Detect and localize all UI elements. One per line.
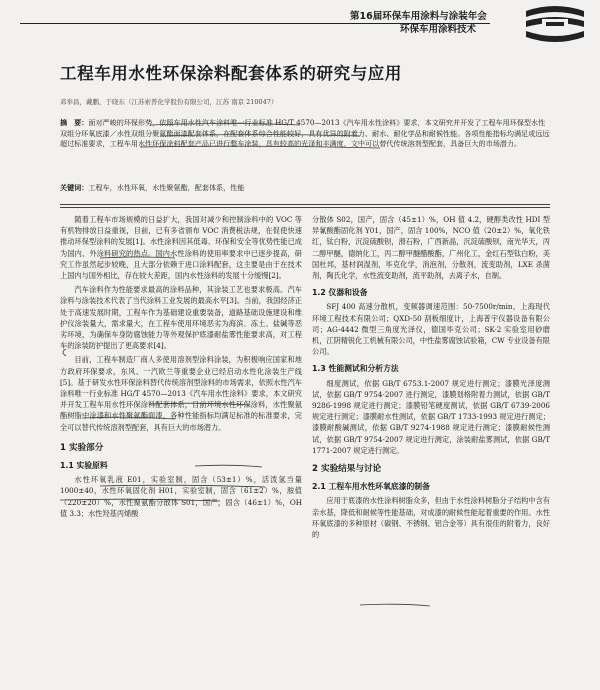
pen-underline: [360, 604, 430, 606]
subsection-heading-1-2: 1.2 仪器和设备: [312, 288, 368, 298]
keywords-label: 关键词：: [60, 183, 89, 192]
section-heading-1: 1 实验部分: [60, 442, 104, 453]
abstract-text: 面对严峻的环保形势，依照车用水性汽车涂料唯一行业标准 HG/T 4570—2013《汽车用水性涂料》要求，本文研究并开发了工程车用环保型水性双组分环氧底漆／水性双组分聚氨酯面漆配套体系，在配套体系综合性能较好，具有优异的附着力、耐水、耐化学品和耐候性能。各项性能指标均满足或远远超过标准要求，工程车用水性环保涂料配套产品已进行整车涂装，具有较高的光泽和丰满度，文中可以替代传统溶剂型配套，具备巨大的市场潜力。: [60, 118, 550, 149]
intro-paragraph-3: 目前，工程车制造厂商人多使用溶剂型涂料涂装，为积极响应国家和地方政府环保要求，东风、一汽欧兰等重要企业已经启动水性化涂装生产线[5]。基于研发水性环保涂料替代传统溶剂型涂料的市场需求，依照水性汽车涂料唯一行业标准 HG/T 4570—2013《汽车用水性涂料》要求，本文研究并开发工程车用水性环保涂料配套体系，目前环境水性环保涂料，水性聚氨酯树脂中涂漆和水性聚氨酯面漆，各种性能指标均满足标准的标准要求，完全可以替代传统溶剂型配套，具有巨大的市场潜力。: [60, 355, 302, 432]
section-tag: 环保车用涂料技术: [400, 24, 477, 35]
subsection-heading-2-1: 2.1 工程车用水性环氧底漆的制备: [312, 482, 430, 492]
paper-title: 工程车用水性环保涂料配套体系的研究与应用: [60, 64, 402, 83]
pen-bracket: [63, 349, 66, 356]
conference-title: 第16届环保车用涂料与涂装年会: [350, 11, 487, 22]
primer-paragraph: 应用于底漆的水性涂料树脂众多，但由于水性涂料树脂分子结构中含有亲水基，降低和耐候等性能基础，对成漆的耐候性能起着重要的作用。水性环氧底漆的多种原材（碳钢、不锈钢、铝合金等）具有很佳的附着力，良好的: [312, 496, 550, 540]
test-methods-paragraph: 细度测试，依据 GB/T 6753.1-2007 规定进行测定；漆膜光泽度测试，依据 GB/T 9754-2007 进行测定，漆膜划格附着力测试，依据 GB/T 9286-1998 规定进行测定；漆膜铅笔硬度测试，依据 GB/T 6739-2006 规定进行测定；漆膜耐水性测试，依据 GB/T 1733-1993 规定进行测定；漆膜耐酸碱测试，依据 GB/T 9274-1988 规定进行测定；漆膜耐候性测试，依据 GB/T 9754-2007 规定进行测定，涂装耐盐雾测试，依据 GB/T 1771-2007 规定进行测定。: [312, 378, 550, 455]
pen-underline: [195, 465, 262, 467]
intro-paragraph-2: 汽车涂料作为性能要求最高的涂料品种，其涂装工艺也要求极高。汽车涂料与涂装技术代表了当代涂料工业发展的最高水平[3]。当前，我国经济正处于高速发展时期，工程车作为基础建设重要装备，道路基础设施建设和维护仪涂装量大，需求量大，在工程车使用环境恶劣为海滨、冻土、盐碱等恶劣环境，为确保车身防腐蚀能力等外观保护底漆耐盐雾性能要求高，对工程车的涂装防护提出了更高要求[4]。: [60, 285, 302, 351]
paper-authors: 邓举昌，戴鹏，于晓东（江苏索普化学股份有限公司，江苏 南京 210047）: [60, 98, 278, 106]
pen-underline: [160, 135, 360, 137]
subsection-heading-1-1: 1.1 实验原料: [60, 461, 108, 471]
pen-underline: [150, 124, 300, 126]
subsection-heading-1-3: 1.3 性能测试和分析方法: [312, 364, 399, 374]
intro-paragraph-1: 随着工程车市场规模的日益扩大，我国对减少和控制涂料中的 VOC 等有机物排放日益重视，目前，已有多省颁布 VOC 消费税法规，在促使快速推动环保型涂料的发展[1]。水性涂料因其低毒、环保和安全等优势性能已成为国内、外涂料研究的热点。国内水性涂料的使用率要求中已逐步提高，研究工作虽然起步较晚，且大部分依赖于进口涂料配套，这主要是由于在技术上国内与国外相比，存在较大差距，国内水性涂料的发展十分缓慢[2]。: [60, 215, 302, 281]
section-heading-2: 2 实验结果与讨论: [312, 464, 382, 475]
keywords-text: 工程车，水性环氧，水性聚氨酯，配套体系，性能: [88, 183, 245, 192]
materials-continued: 分散体 S02，国产，固含（45±1）%，OH 值 4.2，硬醇类改性 HDI 型异氰酸酯固化剂 Y01，国产，固含 100%，NCO 值（20±2）%，氧化铁红，钛白粉，沉淀硫酸钡，滑石粉，广西新晶，沉淀硫酸钡，南光华天，丙二醇甲醚，德纳化工，丙二醇甲醚醋酸酯，广州化工，金红石型钛白粉，美国杜邦，基材润湿剂，毕克化学，消泡剂，分散剂，流变助剂，LXE 杀菌剂，陶氏化学，水性流变助剂，流平助剂，去离子水，自制。: [312, 215, 550, 281]
abstract-label: 摘 要：: [60, 118, 89, 127]
pen-underline: [60, 499, 220, 501]
pen-underline: [82, 417, 175, 419]
pen-underline: [100, 257, 175, 258]
materials-paragraph: 水性环氧乳液 E01，实验室制，固含（53±1）%，活泼氢当量 1000±40，水性环氧固化剂 H01，实验室制，固含（61±2）%，胺值（220±20）%，水性聚氨酯分散体 S01，国产，固含（46±1）%，OH 值 3.3；水性羟基丙烯酸: [60, 475, 302, 518]
pen-underline: [100, 485, 265, 487]
equipment-paragraph: SFJ 400 高速分散机，变频器调速范围：50-7500r/min，上海现代环境工程技术有限公司；QXD-50 刮板细度计，上海普宇仪器设备有限公司；AG-4442 微型三角度光泽仪，德国毕克公司；SK-2 实验室用砂磨机，江阴精锐化工机械有限公司，中性盐雾腐蚀试验箱，CW 专业设备有限公司。: [312, 302, 550, 357]
pen-underline: [150, 403, 250, 405]
pen-underline: [140, 146, 380, 148]
